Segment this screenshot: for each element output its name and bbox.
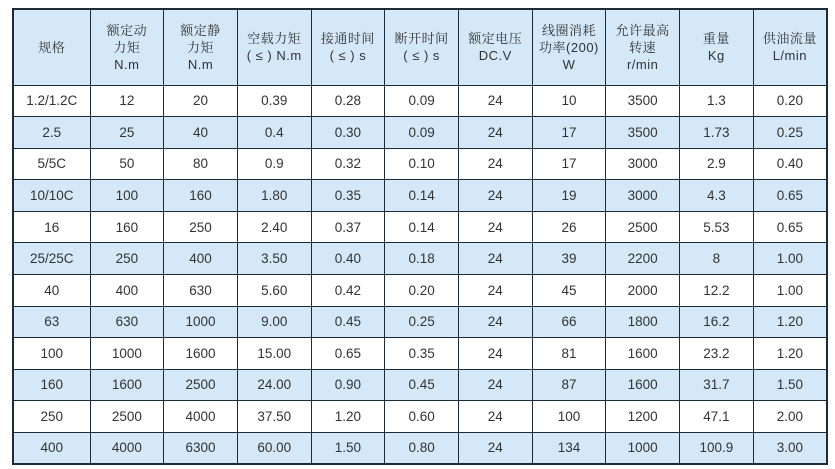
value-cell-on-time: 0.28 [311,85,385,117]
value-cell-coil-power: 17 [532,117,606,149]
header-line: 接通时间 [320,31,375,47]
value-cell-weight: 12.2 [680,274,754,306]
spec-table [12,8,828,465]
value-cell-off-time: 0.35 [385,338,459,370]
header-line: 力矩 [113,39,141,55]
header-cell-coil-power [532,9,606,85]
value-cell-coil-power: 26 [532,211,606,243]
value-cell-weight: 1.73 [680,117,754,149]
value-cell-on-time: 0.35 [311,180,385,212]
value-cell-on-time: 0.37 [311,211,385,243]
value-cell-oil-flow: 1.00 [753,274,827,306]
value-cell-no-load-torque: 0.4 [237,117,311,149]
value-cell-coil-power: 81 [532,338,606,370]
table-row [13,211,827,243]
value-cell-rated-voltage: 24 [458,369,532,401]
value-cell-oil-flow: 0.40 [753,148,827,180]
value-cell-max-speed: 3000 [606,180,680,212]
value-cell-max-speed: 1600 [606,369,680,401]
value-cell-rated-dynamic-torque: 1000 [90,338,164,370]
header-cell-oil-flow [753,9,827,85]
value-cell-rated-voltage: 24 [458,117,532,149]
header-line: 断开时间 [394,31,449,47]
header-line: 力矩 [187,39,215,55]
header-line: ( ≤ ) s [329,48,367,64]
table-row [13,369,827,401]
value-cell-rated-static-torque: 160 [164,180,238,212]
value-cell-rated-dynamic-torque: 100 [90,180,164,212]
header-line: Kg [707,48,725,64]
value-cell-on-time: 0.45 [311,306,385,338]
value-cell-rated-static-torque: 630 [164,274,238,306]
value-cell-rated-dynamic-torque: 50 [90,148,164,180]
value-cell-max-speed: 2000 [606,274,680,306]
value-cell-rated-dynamic-torque: 250 [90,243,164,275]
header-line: 空载力矩 [247,31,302,47]
spec-cell: 100 [13,338,90,370]
value-cell-off-time: 0.10 [385,148,459,180]
table-row [13,274,827,306]
value-cell-oil-flow: 1.50 [753,369,827,401]
header-line: 额定电压 [468,31,523,47]
value-cell-oil-flow: 1.00 [753,243,827,275]
value-cell-rated-static-torque: 1600 [164,338,238,370]
spec-cell: 400 [13,432,90,464]
header-cell-rated-dynamic-torque [90,9,164,85]
value-cell-on-time: 0.42 [311,274,385,306]
value-cell-max-speed: 1200 [606,401,680,433]
value-cell-oil-flow: 3.00 [753,432,827,464]
header-cell-no-load-torque [237,9,311,85]
value-cell-rated-voltage: 24 [458,211,532,243]
header-line: 额定静 [180,22,221,38]
table-row [13,85,827,117]
value-cell-rated-dynamic-torque: 160 [90,211,164,243]
value-cell-oil-flow: 0.25 [753,117,827,149]
spec-cell: 40 [13,274,90,306]
header-cell-weight [680,9,754,85]
table-row [13,180,827,212]
header-line: DC.V [478,48,512,64]
value-cell-on-time: 0.30 [311,117,385,149]
value-cell-max-speed: 2500 [606,211,680,243]
header-line: 允许最高 [615,22,670,38]
spec-cell: 63 [13,306,90,338]
header-line: r/min [626,56,659,72]
header-line: 线圈消耗 [541,22,596,38]
value-cell-weight: 8 [680,243,754,275]
value-cell-no-load-torque: 0.39 [237,85,311,117]
value-cell-rated-static-torque: 4000 [164,401,238,433]
value-cell-max-speed: 3500 [606,117,680,149]
value-cell-rated-voltage: 24 [458,148,532,180]
spec-cell: 1.2/1.2C [13,85,90,117]
value-cell-rated-static-torque: 80 [164,148,238,180]
value-cell-coil-power: 17 [532,148,606,180]
value-cell-off-time: 0.20 [385,274,459,306]
value-cell-no-load-torque: 0.9 [237,148,311,180]
value-cell-weight: 47.1 [680,401,754,433]
header-cell-rated-static-torque [164,9,238,85]
value-cell-no-load-torque: 24.00 [237,369,311,401]
value-cell-on-time: 0.40 [311,243,385,275]
value-cell-rated-static-torque: 40 [164,117,238,149]
value-cell-no-load-torque: 37.50 [237,401,311,433]
header-cell-max-speed [606,9,680,85]
value-cell-no-load-torque: 60.00 [237,432,311,464]
value-cell-weight: 100.9 [680,432,754,464]
value-cell-weight: 2.9 [680,148,754,180]
header-row [13,9,827,85]
value-cell-max-speed: 1600 [606,338,680,370]
spec-cell: 250 [13,401,90,433]
value-cell-max-speed: 1000 [606,432,680,464]
value-cell-rated-static-torque: 400 [164,243,238,275]
value-cell-off-time: 0.25 [385,306,459,338]
value-cell-oil-flow: 2.00 [753,401,827,433]
value-cell-on-time: 0.90 [311,369,385,401]
table-row [13,117,827,149]
table-row [13,306,827,338]
header-line: 重量 [702,31,730,47]
value-cell-on-time: 0.65 [311,338,385,370]
value-cell-rated-voltage: 24 [458,85,532,117]
spec-cell: 2.5 [13,117,90,149]
value-cell-oil-flow: 1.20 [753,306,827,338]
header-cell-on-time [311,9,385,85]
value-cell-rated-static-torque: 6300 [164,432,238,464]
value-cell-no-load-torque: 3.50 [237,243,311,275]
header-line: 供油流量 [762,31,817,47]
header-cell-off-time [385,9,459,85]
value-cell-rated-voltage: 24 [458,338,532,370]
value-cell-rated-voltage: 24 [458,274,532,306]
header-line: N.m [114,56,140,72]
value-cell-rated-dynamic-torque: 630 [90,306,164,338]
value-cell-on-time: 0.32 [311,148,385,180]
header-line: N.m [187,56,214,72]
header-cell-rated-voltage [458,9,532,85]
header-line: 转速 [629,39,657,55]
value-cell-off-time: 0.18 [385,243,459,275]
value-cell-weight: 1.3 [680,85,754,117]
value-cell-weight: 4.3 [680,180,754,212]
value-cell-off-time: 0.60 [385,401,459,433]
value-cell-off-time: 0.80 [385,432,459,464]
value-cell-weight: 16.2 [680,306,754,338]
value-cell-oil-flow: 0.65 [753,180,827,212]
value-cell-coil-power: 10 [532,85,606,117]
table-row [13,401,827,433]
header-line: 规格 [38,39,66,55]
table-header [13,9,827,85]
spec-cell: 10/10C [13,180,90,212]
table-row [13,148,827,180]
value-cell-rated-dynamic-torque: 25 [90,117,164,149]
value-cell-coil-power: 87 [532,369,606,401]
value-cell-max-speed: 1800 [606,306,680,338]
value-cell-coil-power: 134 [532,432,606,464]
value-cell-no-load-torque: 5.60 [237,274,311,306]
value-cell-rated-dynamic-torque: 4000 [90,432,164,464]
header-line: ( ≤ ) s [403,48,440,64]
value-cell-coil-power: 45 [532,274,606,306]
value-cell-no-load-torque: 2.40 [237,211,311,243]
value-cell-max-speed: 3500 [606,85,680,117]
value-cell-coil-power: 66 [532,306,606,338]
table-body [13,85,827,464]
value-cell-off-time: 0.09 [385,85,459,117]
value-cell-rated-dynamic-torque: 2500 [90,401,164,433]
value-cell-off-time: 0.45 [385,369,459,401]
value-cell-rated-voltage: 24 [458,306,532,338]
value-cell-off-time: 0.14 [385,211,459,243]
value-cell-off-time: 0.14 [385,180,459,212]
spec-cell: 5/5C [13,148,90,180]
value-cell-oil-flow: 0.65 [753,211,827,243]
value-cell-rated-dynamic-torque: 400 [90,274,164,306]
table-row [13,432,827,464]
spec-cell: 160 [13,369,90,401]
value-cell-coil-power: 19 [532,180,606,212]
value-cell-on-time: 1.50 [311,432,385,464]
value-cell-no-load-torque: 1.80 [237,180,311,212]
table-row [13,338,827,370]
value-cell-rated-static-torque: 250 [164,211,238,243]
header-line: ( ≤ ) N.m [246,48,302,64]
value-cell-max-speed: 3000 [606,148,680,180]
value-cell-oil-flow: 1.20 [753,338,827,370]
value-cell-off-time: 0.09 [385,117,459,149]
header-line: 功率(200) [539,39,599,55]
value-cell-oil-flow: 0.20 [753,85,827,117]
header-line: L/min [772,48,807,64]
value-cell-rated-voltage: 24 [458,432,532,464]
value-cell-rated-voltage: 24 [458,401,532,433]
value-cell-rated-voltage: 24 [458,243,532,275]
spec-cell: 16 [13,211,90,243]
value-cell-weight: 5.53 [680,211,754,243]
value-cell-coil-power: 39 [532,243,606,275]
value-cell-rated-static-torque: 20 [164,85,238,117]
table-row [13,243,827,275]
value-cell-weight: 23.2 [680,338,754,370]
header-line: 额定动 [106,22,148,38]
header-cell-spec [13,9,90,85]
value-cell-coil-power: 100 [532,401,606,433]
header-line: W [562,56,576,72]
value-cell-on-time: 1.20 [311,401,385,433]
value-cell-no-load-torque: 9.00 [237,306,311,338]
value-cell-no-load-torque: 15.00 [237,338,311,370]
value-cell-rated-dynamic-torque: 1600 [90,369,164,401]
value-cell-rated-static-torque: 1000 [164,306,238,338]
spec-cell: 25/25C [13,243,90,275]
value-cell-weight: 31.7 [680,369,754,401]
value-cell-rated-static-torque: 2500 [164,369,238,401]
value-cell-rated-voltage: 24 [458,180,532,212]
value-cell-max-speed: 2200 [606,243,680,275]
value-cell-rated-dynamic-torque: 12 [90,85,164,117]
